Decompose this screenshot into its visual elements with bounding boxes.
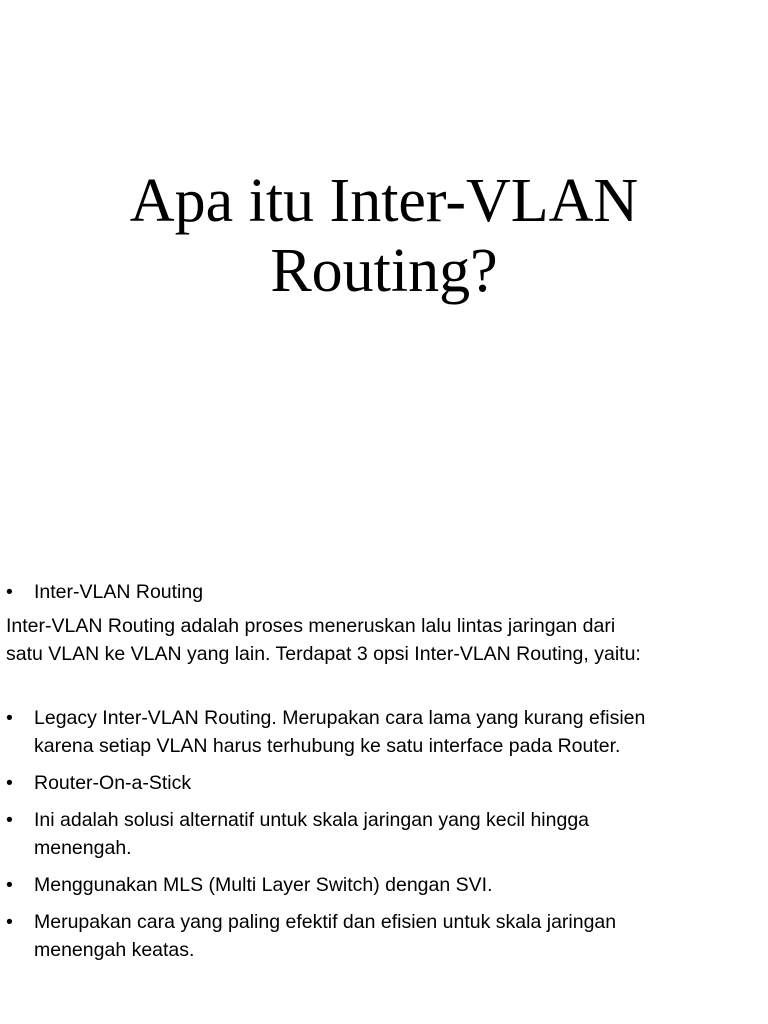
slide-title [0, 166, 768, 306]
list-item-line-1: Menggunakan MLS (Multi Layer Switch) dengan SVI. [34, 874, 493, 896]
list-item-line-2: karena setiap VLAN harus terhubung ke satu interface pada Router. [34, 735, 621, 757]
slide-title-line-2: Routing? [270, 237, 498, 305]
list-item-line-1: Router-On-a-Stick [34, 772, 192, 794]
list-item [6, 704, 762, 760]
list-item [6, 806, 762, 862]
intro-paragraph-line-2: satu VLAN ke VLAN yang lain. Terdapat 3 opsi Inter-VLAN Routing, yaitu: [6, 643, 641, 665]
list-item-line-1: Merupakan cara yang paling efektif dan efisien untuk skala jaringan [34, 911, 617, 933]
list-item [6, 871, 762, 899]
list-item-line-1: Ini adalah solusi alternatif untuk skala jaringan yang kecil hingga [34, 809, 590, 831]
spacer [6, 668, 762, 704]
list-item-line-2: menengah. [34, 837, 132, 859]
list-item-line-2: menengah keatas. [34, 939, 195, 961]
slide-title-line-1: Apa itu Inter-VLAN [129, 167, 639, 235]
list-item [6, 908, 762, 964]
slide-body [6, 578, 762, 973]
list-item [6, 769, 762, 797]
bullet-dot-icon: • [6, 874, 13, 896]
bullet-heading-text: Inter-VLAN Routing [34, 581, 204, 603]
intro-paragraph [6, 612, 762, 668]
intro-paragraph-line-1: Inter-VLAN Routing adalah proses meneruskan lalu lintas jaringan dari [6, 615, 616, 637]
bullet-dot-icon: • [6, 772, 13, 794]
bullet-dot-icon: • [6, 911, 13, 933]
bullet-heading [6, 578, 762, 606]
bullet-dot-icon: • [6, 581, 13, 603]
bullet-dot-icon: • [6, 809, 13, 831]
bullet-dot-icon: • [6, 707, 13, 729]
list-item-line-1: Legacy Inter-VLAN Routing. Merupakan cara lama yang kurang efisien [34, 707, 646, 729]
